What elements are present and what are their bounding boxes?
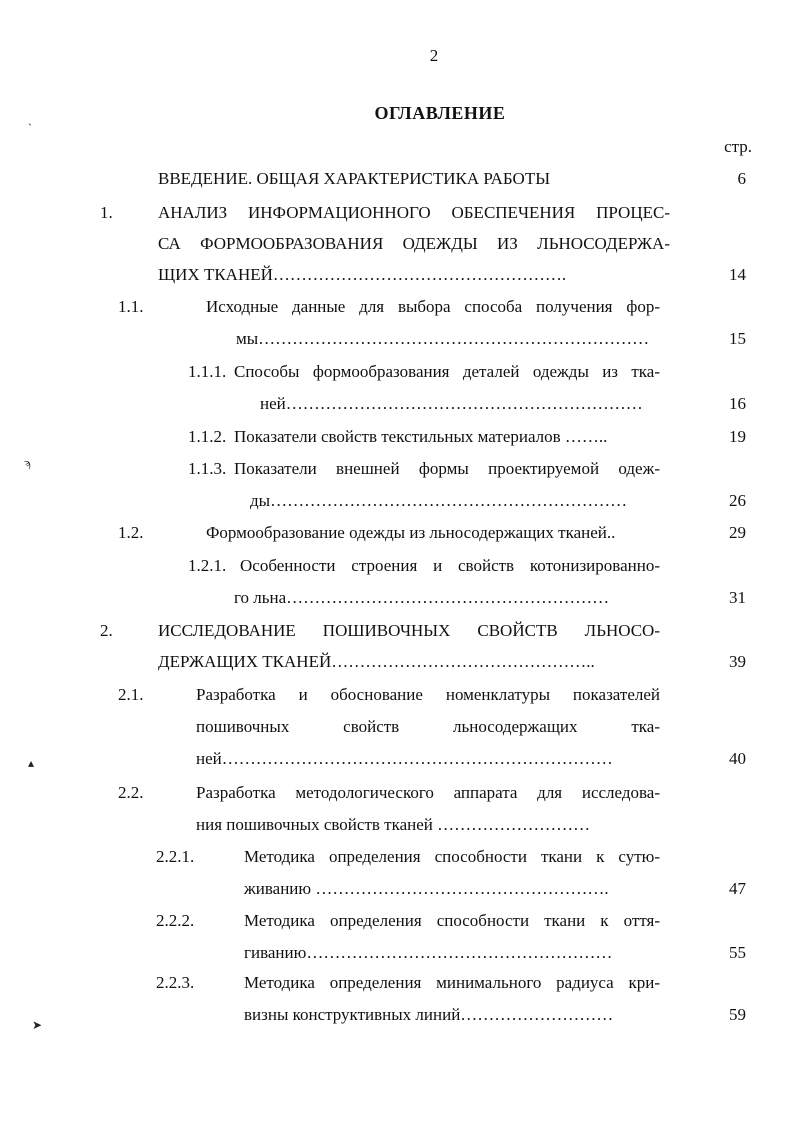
toc-entry-text: ВВЕДЕНИЕ. ОБЩАЯ ХАРАКТЕРИСТИКА РАБОТЫ — [158, 169, 551, 188]
toc-page-number: 59 — [729, 1005, 746, 1024]
toc-entry-text: АНАЛИЗ ИНФОРМАЦИОННОГО ОБЕСПЕЧЕНИЯ ПРОЦЕС- — [158, 203, 670, 222]
toc-page-number: 39 — [729, 652, 746, 671]
toc-page-number: 15 — [729, 329, 746, 348]
toc-entry-number: 1.1.1. — [188, 362, 227, 381]
toc-entry-text: Формообразование одежды из льносодержащих тканей.. — [206, 523, 616, 542]
toc-page-number: 19 — [729, 427, 746, 446]
toc-entry-text: го льна………………………………………………… — [234, 588, 610, 607]
toc-entry-text: Особенности строения и свойств котонизированно- — [240, 556, 660, 575]
toc-entry-text: Показатели свойств текстильных материалов …….. — [234, 427, 608, 446]
toc-entry-text: Показатели внешней формы проектируемой одеж- — [234, 459, 660, 478]
toc-entry-number: 2.2.3. — [156, 973, 195, 992]
toc-page-number: 55 — [729, 943, 746, 962]
scan-mark: ˎ — [28, 112, 32, 126]
toc-page-number: 6 — [737, 169, 746, 188]
toc-entry-text: ней……………………………………………………… — [260, 394, 643, 413]
toc-entry-number: 2.2.2. — [156, 911, 195, 930]
toc-page-number: 16 — [729, 394, 746, 413]
toc-page-number: 29 — [729, 523, 746, 542]
page-number: 2 — [429, 46, 439, 65]
toc-entry-number: 1.1.2. — [188, 427, 227, 446]
toc-entry-text: гиванию……………………………………………… — [244, 943, 613, 962]
toc-entry-text: пошивочных свойств льносодержащих тка- — [196, 717, 660, 736]
toc-entry-text: Разработка методологического аппарата для исследова- — [196, 783, 660, 802]
toc-entry-number: 2.1. — [118, 685, 144, 704]
toc-entry-text: мы…………………………………………………………… — [236, 329, 650, 348]
scan-mark: ➤ — [32, 1018, 43, 1032]
toc-entry-number: 2.2. — [118, 783, 144, 802]
page-title: ОГЛАВЛЕНИЕ — [374, 103, 506, 123]
toc-entry-number: 2.2.1. — [156, 847, 195, 866]
toc-entry-text: Методика определения минимального радиуса кри- — [244, 973, 660, 992]
toc-entry-text: Методика определения способности ткани к оття- — [244, 911, 660, 930]
toc-entry-number: 1.2. — [118, 523, 144, 542]
scan-mark: ϡ — [24, 456, 31, 470]
toc-entry-text: ния пошивочных свойств тканей ……………………… — [196, 815, 591, 834]
toc-entry-text: визны конструктивных линий……………………… — [244, 1005, 614, 1024]
toc-entry-number: 1. — [100, 203, 113, 222]
toc-entry-text: Исходные данные для выбора способа получения фор- — [206, 297, 660, 316]
toc-entry-number: 1.1.3. — [188, 459, 227, 478]
toc-entry-text: Методика определения способности ткани к сутю- — [244, 847, 660, 866]
toc-entry-number: 2. — [100, 621, 113, 640]
scan-mark: ▴ — [28, 756, 35, 770]
toc-page-number: 26 — [729, 491, 746, 510]
toc-entry-text: Разработка и обоснование номенклатуры показателей — [196, 685, 660, 704]
toc-entry-number: 1.1. — [118, 297, 144, 316]
toc-entry-text: ИССЛЕДОВАНИЕ ПОШИВОЧНЫХ СВОЙСТВ ЛЬНОСО- — [158, 621, 660, 640]
toc-entry-text: ДЕРЖАЩИХ ТКАНЕЙ……………………………………….. — [158, 652, 595, 671]
toc-entry-text: СА ФОРМООБРАЗОВАНИЯ ОДЕЖДЫ ИЗ ЛЬНОСОДЕРЖА- — [158, 234, 670, 253]
toc-page-number: 31 — [729, 588, 746, 607]
toc-entry-text: Способы формообразования деталей одежды из тка- — [234, 362, 660, 381]
toc-page-number: 40 — [729, 749, 746, 768]
toc-page-number: 14 — [729, 265, 746, 284]
toc-entry-number: 1.2.1. — [188, 556, 227, 575]
toc-entry-text: ней…………………………………………………………… — [196, 749, 613, 768]
toc-entry-text: ды……………………………………………………… — [250, 491, 628, 510]
toc-entry-text: живанию ……………………………………………. — [244, 879, 609, 898]
toc-entry-text: ЩИХ ТКАНЕЙ……………………………………………. — [158, 265, 567, 284]
page-column-header: стр. — [724, 137, 752, 156]
toc-page-number: 47 — [729, 879, 746, 898]
